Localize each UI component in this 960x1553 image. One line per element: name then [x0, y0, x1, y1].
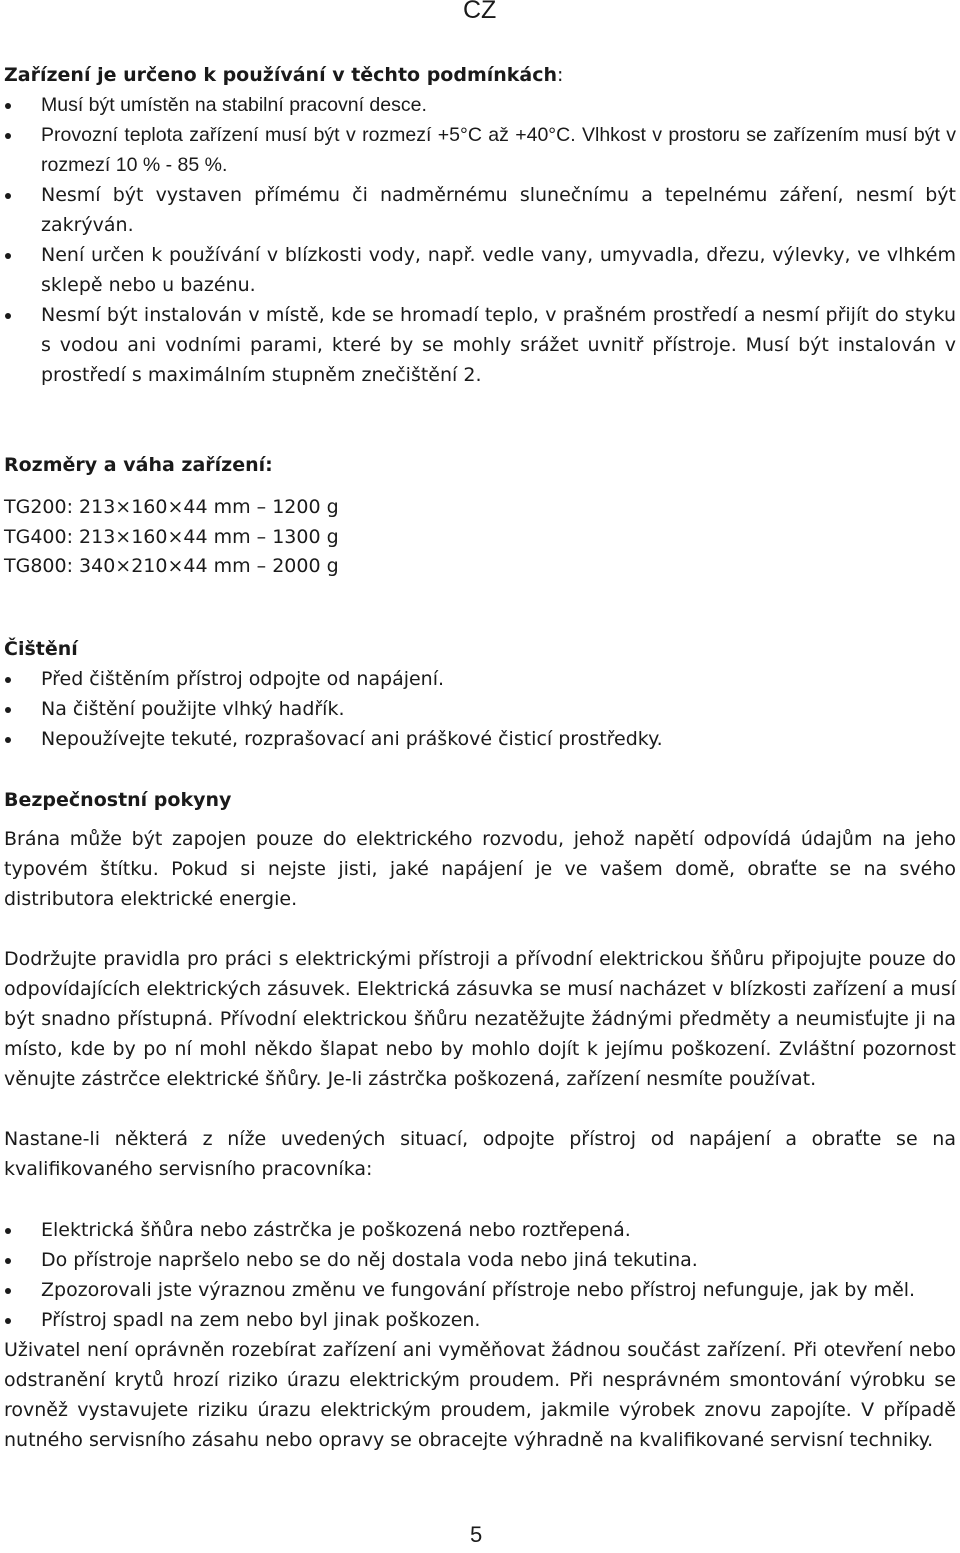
safety-paragraph: Nastane-li některá z níže uvedených situací, odpojte přístroj od napájení a obraťte se na kvalifikovaného servisního pracovníka: — [4, 1127, 956, 1180]
list-item: Do přístroje napršelo nebo se do něj dostala voda nebo jiná tekutina. — [4, 1245, 956, 1275]
language-code: CZ — [463, 0, 497, 24]
list-item: Před čištěním přístroj odpojte od napájení. — [4, 664, 956, 694]
list-item: Na čištění použijte vlhký hadřík. — [4, 694, 956, 724]
list-item: Elektrická šňůra nebo zástrčka je poškozená nebo roztřepená. — [4, 1215, 956, 1245]
safety-paragraph: Uživatel není oprávněn rozebírat zařízení ani vyměňovat žádnou součást zařízení. Při otevření nebo odstranění krytů hrozí riziko úrazu elektrickým proudem. Při nesprávném smontování výrobku se rovněž vystavujete riziku úrazu elektrickým proudem, jakmile výrobek znovu zapojíte. V případě nutného servisního zásahu nebo opravy se obracejte výhradně na kvalifikované servisní techniky. — [4, 1338, 956, 1451]
list-item: Nesmí být instalován v místě, kde se hromadí teplo, v prašném prostředí a nesmí přijít do styku s vodou ani vodními parami, které by se mohly srážet uvnitř přístroje. Musí být instalován v prostředí s maximálním stupněm znečištění 2. — [4, 300, 956, 390]
dimension-line: TG200: 213×160×44 mm – 1200 g — [4, 496, 339, 518]
list-item: Nesmí být vystaven přímému či nadměrnému slunečnímu a tepelnému záření, nesmí být zakrýván. — [4, 180, 956, 240]
list-item: Musí být umístěn na stabilní pracovní desce. — [4, 90, 956, 120]
safety-paragraph: Dodržujte pravidla pro práci s elektrickými přístroji a přívodní elektrickou šňůru připojujte pouze do odpovídajících elektrických zásuvek. Elektrická zásuvka se musí nacházet v blízkosti zařízení a musí být snadno přístupná. Přívodní elektrickou šňůru nezatěžujte žádnými předměty a neumisťujte ji na místo, kde by po ní mohl někdo šlapat nebo by mohlo dojít k jejímu poškození. Zvláštní pozornost věnujte zástrčce elektrické šňůry. Je-li zástrčka poškozená, zařízení nesmíte používat. — [4, 947, 956, 1090]
list-item: Není určen k používání v blízkosti vody, např. vedle vany, umyvadla, dřezu, výlevky, ve vlhkém sklepě nebo u bazénu. — [4, 240, 956, 300]
safety-heading: Bezpečnostní pokyny — [4, 788, 232, 811]
list-item: Nepoužívejte tekuté, rozprašovací ani práškové čisticí prostředky. — [4, 724, 956, 754]
document-body — [4, 58, 956, 1455]
dimensions-list — [4, 493, 956, 582]
conditions-colon: : — [557, 64, 564, 86]
cleaning-heading: Čištění — [4, 637, 78, 660]
list-item: Přístroj spadl na zem nebo byl jinak poškozen. — [4, 1305, 956, 1335]
conditions-title: Zařízení je určeno k používání v těchto podmínkách — [4, 64, 558, 86]
safety-list — [4, 1215, 956, 1335]
list-item: Zpozorovali jste výraznou změnu ve fungování přístroje nebo přístroj nefunguje, jak by měl. — [4, 1275, 956, 1305]
dimension-line: TG400: 213×160×44 mm – 1300 g — [4, 525, 339, 548]
safety-paragraph: Brána může být zapojen pouze do elektrického rozvodu, jehož napětí odpovídá údajům na jeho typovém štítku. Pokud si nejste jisti, jaké napájení je ve vašem domě, obraťte se na svého distributora elektrické energie. — [4, 827, 956, 910]
cleaning-list — [4, 664, 956, 754]
conditions-list — [4, 90, 956, 390]
dimensions-heading: Rozměry a váha zařízení: — [4, 454, 273, 476]
conditions-heading — [4, 60, 956, 90]
list-item: Provozní teplota zařízení musí být v rozmezí +5°C až +40°C. Vlhkost v prostoru se zařízením musí být v rozmezí 10 % - 85 %. — [4, 120, 956, 180]
dimension-line: TG800: 340×210×44 mm – 2000 g — [4, 555, 339, 577]
page-number: 5 — [470, 1522, 483, 1547]
